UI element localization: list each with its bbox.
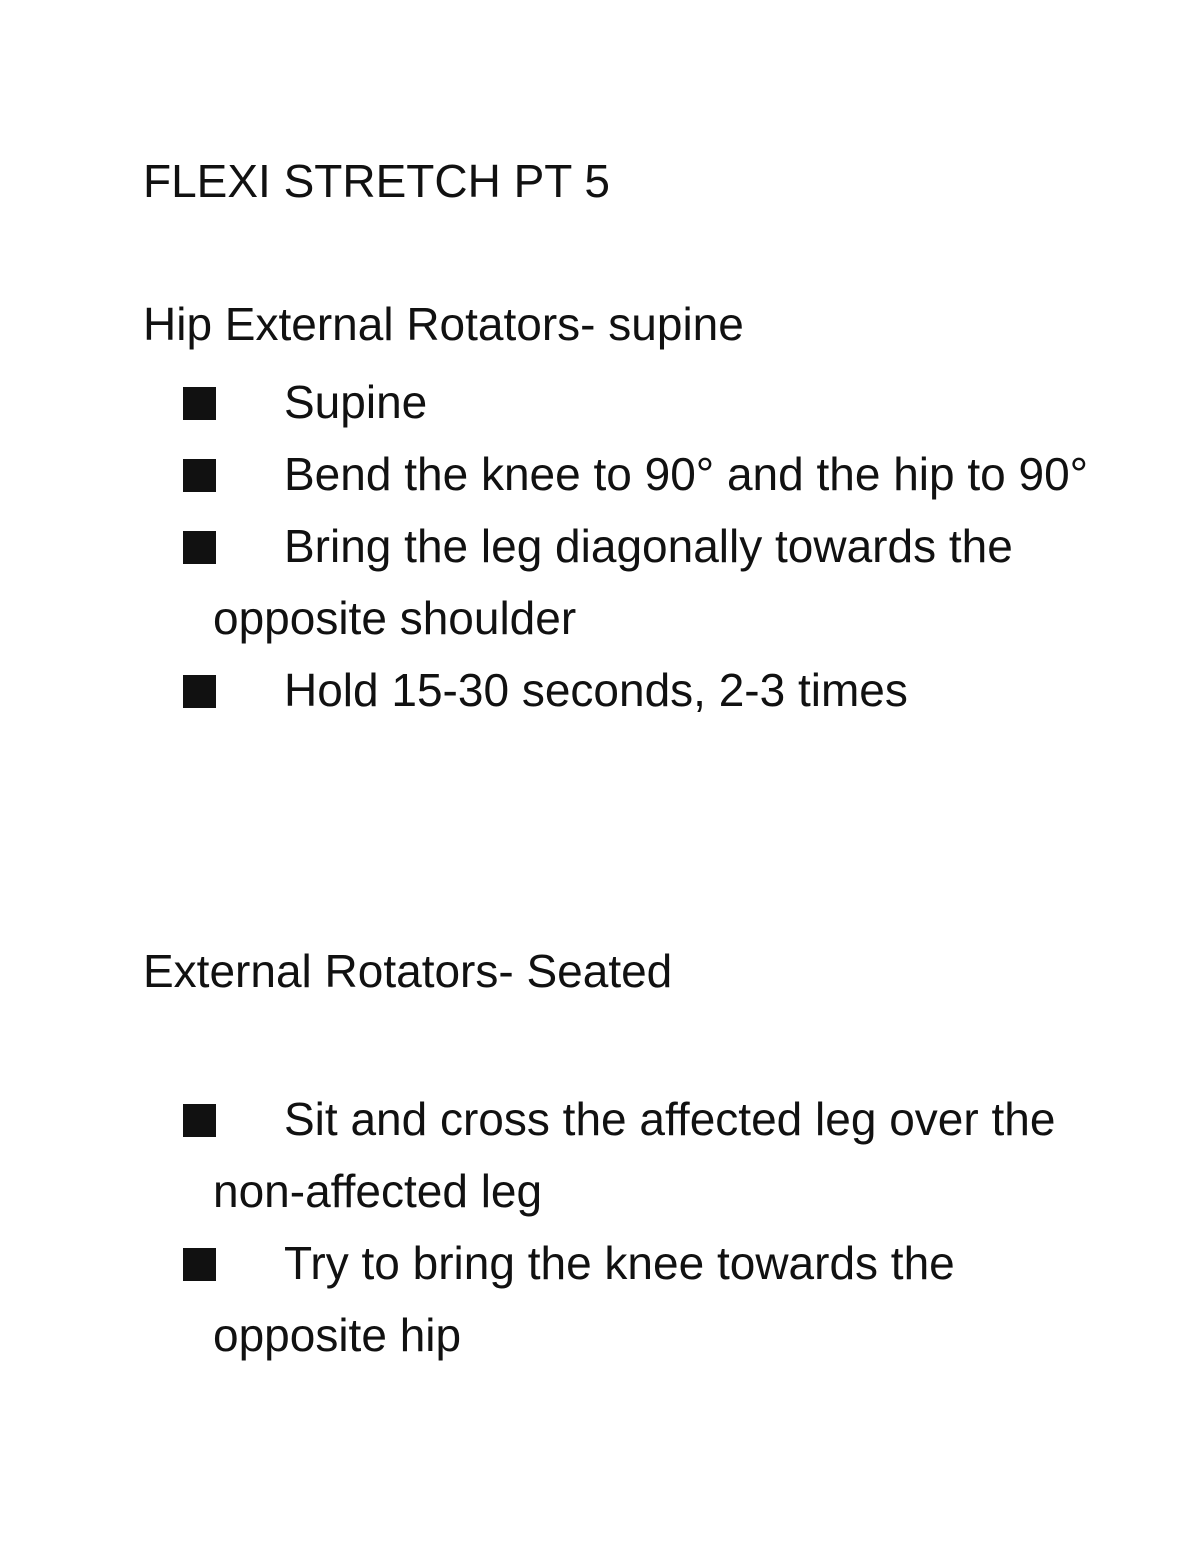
square-bullet-icon	[183, 387, 216, 420]
list-item	[0, 654, 1093, 726]
bullet-text: Sit and cross the affected leg over the non-affected leg	[213, 1093, 1056, 1217]
list-item	[0, 438, 1093, 510]
list-item	[0, 510, 1093, 654]
bullet-list-supine	[0, 366, 1200, 726]
section-heading-supine: Hip External Rotators- supine	[143, 298, 744, 350]
list-item	[0, 366, 1093, 438]
list-item	[0, 1083, 1093, 1227]
bullet-text: Try to bring the knee towards the opposite hip	[213, 1237, 955, 1361]
list-item	[0, 1227, 1093, 1371]
bullet-list-seated	[0, 1083, 1200, 1371]
page-title: FLEXI STRETCH PT 5	[143, 155, 610, 207]
square-bullet-icon	[183, 1248, 216, 1281]
bullet-text: Supine	[284, 376, 428, 428]
square-bullet-icon	[183, 1104, 216, 1137]
square-bullet-icon	[183, 459, 216, 492]
bullet-text: Bring the leg diagonally towards the opposite shoulder	[213, 520, 1013, 644]
bullet-text: Hold 15-30 seconds, 2-3 times	[284, 664, 908, 716]
square-bullet-icon	[183, 675, 216, 708]
section-heading-seated: External Rotators- Seated	[143, 945, 673, 997]
square-bullet-icon	[183, 531, 216, 564]
bullet-text: Bend the knee to 90° and the hip to 90°	[284, 448, 1089, 500]
